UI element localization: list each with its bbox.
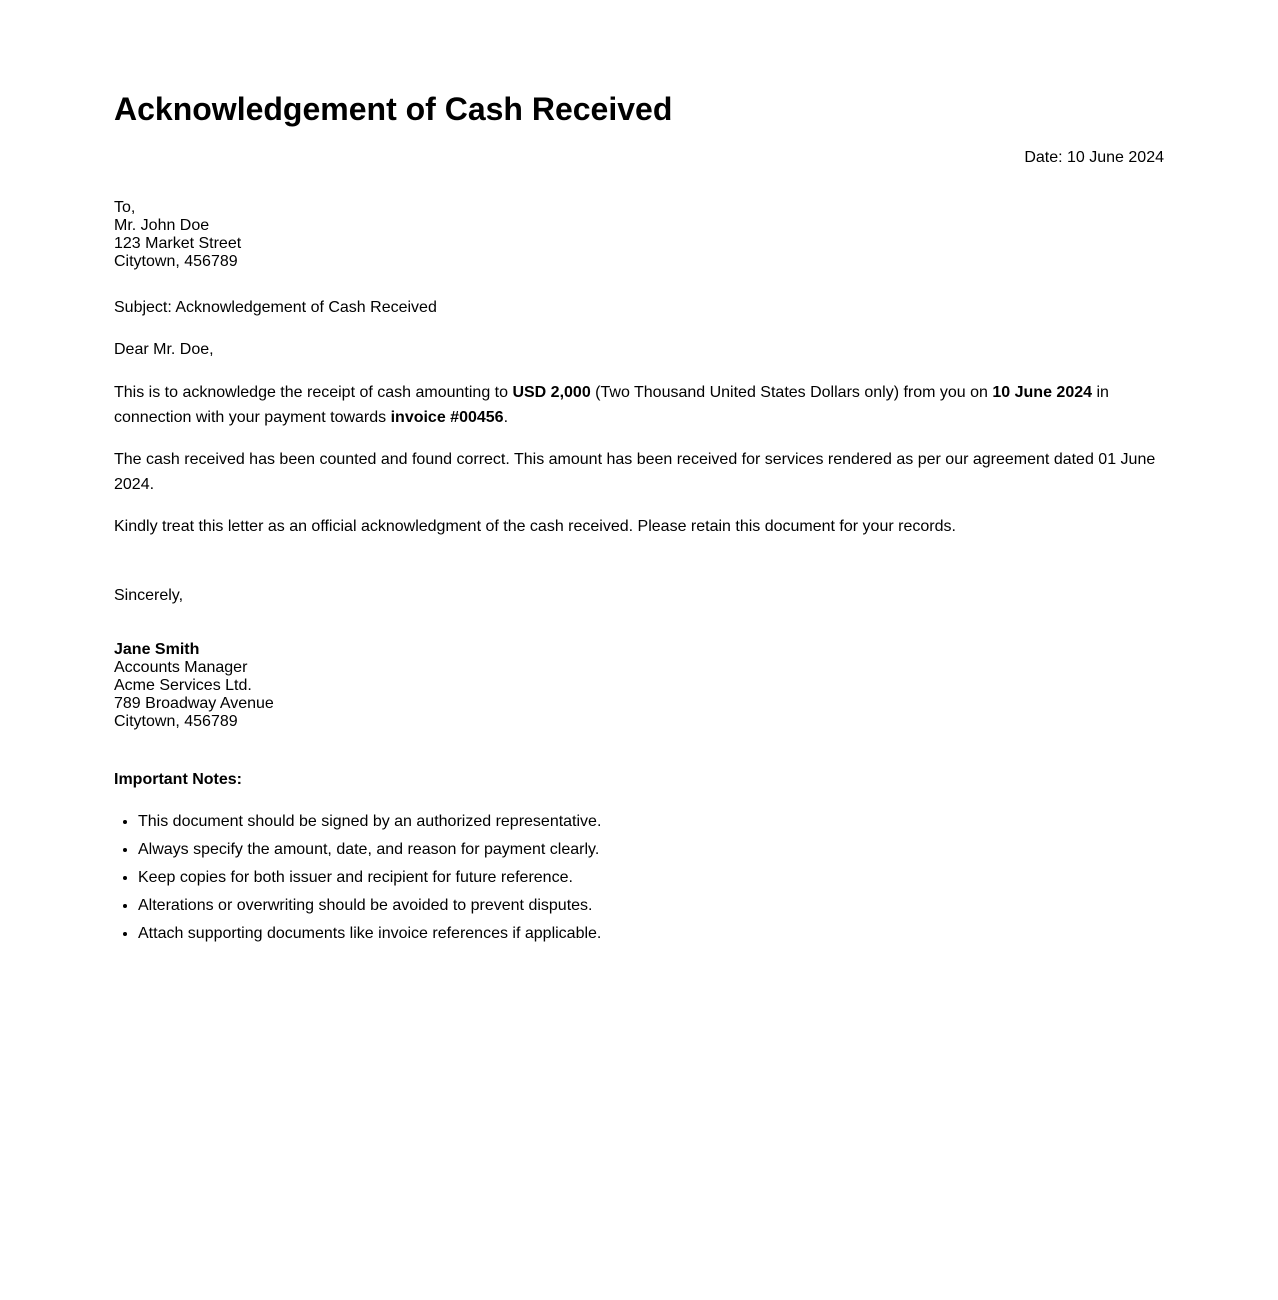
payment-date: 10 June 2024 — [992, 384, 1093, 401]
body-paragraph-2: The cash received has been counted and found correct. This amount has been received for services rendered as per our agreement dated 01 June 2024. — [114, 451, 1156, 493]
signatory-name: Jane Smith — [114, 641, 200, 658]
paragraph-1-text-d: . — [503, 409, 509, 426]
invoice-reference: invoice #00456 — [390, 409, 504, 426]
recipient-city: Citytown, 456789 — [114, 253, 238, 270]
paragraph-1-text-b: (Two Thousand United States Dollars only) from you on — [590, 384, 993, 401]
closing: Sincerely, — [114, 587, 184, 604]
notes-list — [114, 813, 601, 953]
note-item: • This document should be signed by an authorized representative. — [138, 813, 601, 831]
body-paragraph-3: Kindly treat this letter as an official acknowledgment of the cash received. Please retain this document for your records. — [114, 518, 956, 535]
recipient-to-label: To, — [114, 199, 136, 216]
subject-line: Subject: Acknowledgement of Cash Received — [114, 299, 437, 316]
note-item: • Keep copies for both issuer and recipient for future reference. — [138, 869, 601, 887]
paragraph-1-text-a: This is to acknowledge the receipt of cash amounting to — [114, 384, 513, 401]
body-paragraph-1 — [114, 380, 1164, 430]
document-title: Acknowledgement of Cash Received — [114, 91, 673, 127]
signatory-position: Accounts Manager — [114, 659, 248, 676]
note-item: • Alterations or overwriting should be avoided to prevent disputes. — [138, 897, 601, 915]
letter-date: Date: 10 June 2024 — [1024, 149, 1164, 166]
recipient-street: 123 Market Street — [114, 235, 242, 252]
recipient-address — [114, 199, 241, 271]
note-item: • Attach supporting documents like invoice references if applicable. — [138, 925, 601, 943]
signatory-company: Acme Services Ltd. — [114, 677, 252, 694]
signature-block — [114, 641, 274, 731]
amount-received: USD 2,000 — [512, 384, 591, 401]
recipient-name: Mr. John Doe — [114, 217, 210, 234]
signatory-city: Citytown, 456789 — [114, 713, 238, 730]
signatory-street: 789 Broadway Avenue — [114, 695, 274, 712]
salutation: Dear Mr. Doe, — [114, 341, 214, 358]
paragraph-1-text-c: in connection with your payment towards — [114, 384, 1109, 426]
notes-heading: Important Notes: — [114, 771, 242, 788]
note-item: • Always specify the amount, date, and reason for payment clearly. — [138, 841, 601, 859]
